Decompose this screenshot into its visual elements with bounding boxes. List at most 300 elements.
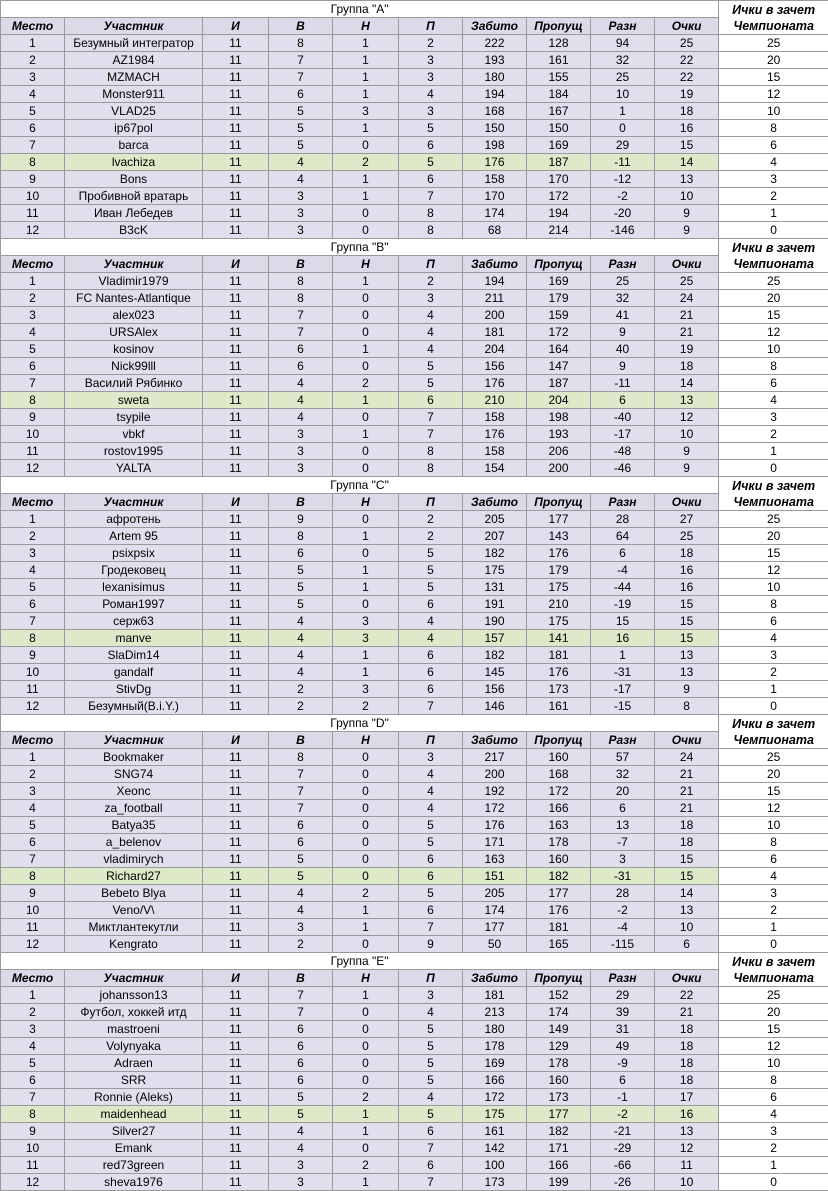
column-header-points: Очки bbox=[655, 18, 719, 35]
losses-cell: 4 bbox=[399, 86, 463, 103]
draws-cell: 2 bbox=[333, 154, 399, 171]
championship-points-header bbox=[719, 1, 828, 35]
losses-cell: 5 bbox=[399, 834, 463, 851]
goals-against-cell: 210 bbox=[527, 596, 591, 613]
games-cell: 11 bbox=[203, 528, 269, 545]
draws-cell: 1 bbox=[333, 273, 399, 290]
table-row bbox=[1, 120, 828, 137]
points-cell: 21 bbox=[655, 800, 719, 817]
participant-cell: Bebeto Blya bbox=[65, 885, 203, 902]
goals-against-cell: 178 bbox=[527, 1055, 591, 1072]
goal-diff-cell: -46 bbox=[591, 460, 655, 477]
goals-for-cell: 207 bbox=[463, 528, 527, 545]
goals-for-cell: 205 bbox=[463, 511, 527, 528]
wins-cell: 4 bbox=[269, 1140, 333, 1157]
championship-points-cell: 6 bbox=[719, 613, 828, 630]
goals-for-cell: 204 bbox=[463, 341, 527, 358]
place-cell: 9 bbox=[1, 885, 65, 902]
losses-cell: 3 bbox=[399, 103, 463, 120]
losses-cell: 5 bbox=[399, 1021, 463, 1038]
draws-cell: 1 bbox=[333, 987, 399, 1004]
championship-points-cell: 10 bbox=[719, 103, 828, 120]
games-cell: 11 bbox=[203, 902, 269, 919]
place-cell: 5 bbox=[1, 579, 65, 596]
wins-cell: 6 bbox=[269, 1072, 333, 1089]
championship-points-cell: 25 bbox=[719, 273, 828, 290]
table-row bbox=[1, 443, 828, 460]
goals-for-cell: 168 bbox=[463, 103, 527, 120]
losses-cell: 5 bbox=[399, 1055, 463, 1072]
points-cell: 21 bbox=[655, 324, 719, 341]
goals-for-cell: 181 bbox=[463, 987, 527, 1004]
wins-cell: 5 bbox=[269, 1106, 333, 1123]
draws-cell: 1 bbox=[333, 35, 399, 52]
place-cell: 7 bbox=[1, 375, 65, 392]
wins-cell: 3 bbox=[269, 1157, 333, 1174]
losses-cell: 5 bbox=[399, 562, 463, 579]
column-header-draws: Н bbox=[333, 494, 399, 511]
championship-points-cell: 0 bbox=[719, 936, 828, 953]
table-row bbox=[1, 596, 828, 613]
place-cell: 11 bbox=[1, 205, 65, 222]
wins-cell: 6 bbox=[269, 545, 333, 562]
points-cell: 12 bbox=[655, 409, 719, 426]
wins-cell: 5 bbox=[269, 579, 333, 596]
games-cell: 11 bbox=[203, 681, 269, 698]
wins-cell: 5 bbox=[269, 103, 333, 120]
points-cell: 13 bbox=[655, 902, 719, 919]
goals-for-cell: 173 bbox=[463, 1174, 527, 1191]
championship-points-cell: 10 bbox=[719, 579, 828, 596]
column-header-goals-against: Пропущ bbox=[527, 494, 591, 511]
losses-cell: 4 bbox=[399, 1004, 463, 1021]
goals-for-cell: 178 bbox=[463, 1038, 527, 1055]
games-cell: 11 bbox=[203, 1140, 269, 1157]
goal-diff-cell: 57 bbox=[591, 749, 655, 766]
wins-cell: 4 bbox=[269, 613, 333, 630]
draws-cell: 0 bbox=[333, 137, 399, 154]
group-title: Группа "D" bbox=[1, 715, 719, 732]
championship-points-cell: 10 bbox=[719, 817, 828, 834]
participant-cell: gandalf bbox=[65, 664, 203, 681]
points-cell: 21 bbox=[655, 1004, 719, 1021]
goals-against-cell: 193 bbox=[527, 426, 591, 443]
goals-against-cell: 168 bbox=[527, 766, 591, 783]
place-cell: 6 bbox=[1, 596, 65, 613]
draws-cell: 0 bbox=[333, 290, 399, 307]
championship-points-cell: 3 bbox=[719, 1123, 828, 1140]
losses-cell: 7 bbox=[399, 1140, 463, 1157]
wins-cell: 4 bbox=[269, 392, 333, 409]
points-cell: 22 bbox=[655, 69, 719, 86]
games-cell: 11 bbox=[203, 154, 269, 171]
goals-against-cell: 149 bbox=[527, 1021, 591, 1038]
participant-cell: Nick99lll bbox=[65, 358, 203, 375]
goal-diff-cell: -40 bbox=[591, 409, 655, 426]
place-cell: 6 bbox=[1, 358, 65, 375]
goals-against-cell: 181 bbox=[527, 919, 591, 936]
column-header-losses: П bbox=[399, 732, 463, 749]
goals-for-cell: 180 bbox=[463, 1021, 527, 1038]
goals-for-cell: 154 bbox=[463, 460, 527, 477]
place-cell: 5 bbox=[1, 1055, 65, 1072]
column-header-goal-diff: Разн bbox=[591, 970, 655, 987]
wins-cell: 8 bbox=[269, 35, 333, 52]
wins-cell: 3 bbox=[269, 1174, 333, 1191]
table-row bbox=[1, 273, 828, 290]
goals-against-cell: 173 bbox=[527, 681, 591, 698]
championship-points-header-line: Чемпионата bbox=[733, 494, 814, 509]
losses-cell: 8 bbox=[399, 222, 463, 239]
participant-cell: Bons bbox=[65, 171, 203, 188]
table-row bbox=[1, 647, 828, 664]
column-header-losses: П bbox=[399, 18, 463, 35]
goal-diff-cell: -31 bbox=[591, 664, 655, 681]
draws-cell: 0 bbox=[333, 868, 399, 885]
points-cell: 18 bbox=[655, 834, 719, 851]
goals-for-cell: 158 bbox=[463, 443, 527, 460]
points-cell: 15 bbox=[655, 613, 719, 630]
table-row bbox=[1, 1157, 828, 1174]
points-cell: 16 bbox=[655, 562, 719, 579]
losses-cell: 8 bbox=[399, 205, 463, 222]
points-cell: 18 bbox=[655, 1038, 719, 1055]
place-cell: 4 bbox=[1, 562, 65, 579]
championship-points-cell: 25 bbox=[719, 511, 828, 528]
column-header-place: Место bbox=[1, 970, 65, 987]
goals-against-cell: 160 bbox=[527, 1072, 591, 1089]
losses-cell: 4 bbox=[399, 766, 463, 783]
championship-points-cell: 10 bbox=[719, 341, 828, 358]
games-cell: 11 bbox=[203, 171, 269, 188]
wins-cell: 7 bbox=[269, 987, 333, 1004]
points-cell: 9 bbox=[655, 222, 719, 239]
games-cell: 11 bbox=[203, 936, 269, 953]
wins-cell: 7 bbox=[269, 52, 333, 69]
place-cell: 4 bbox=[1, 1038, 65, 1055]
wins-cell: 4 bbox=[269, 171, 333, 188]
place-cell: 10 bbox=[1, 902, 65, 919]
points-cell: 27 bbox=[655, 511, 719, 528]
championship-points-header-line: Ички в зачет bbox=[732, 478, 816, 493]
participant-cell: kosinov bbox=[65, 341, 203, 358]
goals-for-cell: 131 bbox=[463, 579, 527, 596]
place-cell: 4 bbox=[1, 324, 65, 341]
points-cell: 13 bbox=[655, 392, 719, 409]
participant-cell: za_football bbox=[65, 800, 203, 817]
column-header-row bbox=[1, 970, 828, 987]
table-row bbox=[1, 545, 828, 562]
wins-cell: 6 bbox=[269, 341, 333, 358]
column-header-points: Очки bbox=[655, 970, 719, 987]
goal-diff-cell: -115 bbox=[591, 936, 655, 953]
table-row bbox=[1, 290, 828, 307]
wins-cell: 7 bbox=[269, 307, 333, 324]
losses-cell: 4 bbox=[399, 307, 463, 324]
participant-cell: StivDg bbox=[65, 681, 203, 698]
table-row bbox=[1, 681, 828, 698]
wins-cell: 6 bbox=[269, 1038, 333, 1055]
wins-cell: 4 bbox=[269, 647, 333, 664]
column-header-losses: П bbox=[399, 970, 463, 987]
table-row bbox=[1, 188, 828, 205]
wins-cell: 7 bbox=[269, 766, 333, 783]
points-cell: 18 bbox=[655, 1021, 719, 1038]
place-cell: 3 bbox=[1, 1021, 65, 1038]
place-cell: 5 bbox=[1, 103, 65, 120]
goals-against-cell: 175 bbox=[527, 579, 591, 596]
games-cell: 11 bbox=[203, 698, 269, 715]
place-cell: 12 bbox=[1, 1174, 65, 1191]
losses-cell: 6 bbox=[399, 1123, 463, 1140]
goals-for-cell: 210 bbox=[463, 392, 527, 409]
losses-cell: 5 bbox=[399, 545, 463, 562]
championship-points-cell: 2 bbox=[719, 188, 828, 205]
column-header-draws: Н bbox=[333, 18, 399, 35]
wins-cell: 3 bbox=[269, 188, 333, 205]
goals-against-cell: 160 bbox=[527, 749, 591, 766]
table-row bbox=[1, 171, 828, 188]
games-cell: 11 bbox=[203, 562, 269, 579]
goal-diff-cell: -2 bbox=[591, 1106, 655, 1123]
points-cell: 15 bbox=[655, 137, 719, 154]
goal-diff-cell: 20 bbox=[591, 783, 655, 800]
championship-points-header bbox=[719, 715, 828, 749]
draws-cell: 0 bbox=[333, 545, 399, 562]
losses-cell: 6 bbox=[399, 171, 463, 188]
participant-cell: Monster911 bbox=[65, 86, 203, 103]
column-header-draws: Н bbox=[333, 256, 399, 273]
goal-diff-cell: 13 bbox=[591, 817, 655, 834]
column-header-goals-against: Пропущ bbox=[527, 970, 591, 987]
games-cell: 11 bbox=[203, 137, 269, 154]
championship-points-cell: 1 bbox=[719, 205, 828, 222]
table-row bbox=[1, 528, 828, 545]
draws-cell: 0 bbox=[333, 1055, 399, 1072]
championship-points-cell: 2 bbox=[719, 664, 828, 681]
goals-against-cell: 179 bbox=[527, 562, 591, 579]
table-row bbox=[1, 630, 828, 647]
championship-points-cell: 8 bbox=[719, 1072, 828, 1089]
wins-cell: 8 bbox=[269, 749, 333, 766]
championship-points-cell: 4 bbox=[719, 868, 828, 885]
draws-cell: 1 bbox=[333, 52, 399, 69]
points-cell: 25 bbox=[655, 528, 719, 545]
table-row bbox=[1, 1072, 828, 1089]
goals-against-cell: 199 bbox=[527, 1174, 591, 1191]
games-cell: 11 bbox=[203, 868, 269, 885]
championship-points-cell: 1 bbox=[719, 681, 828, 698]
goals-for-cell: 191 bbox=[463, 596, 527, 613]
games-cell: 11 bbox=[203, 919, 269, 936]
points-cell: 14 bbox=[655, 375, 719, 392]
games-cell: 11 bbox=[203, 86, 269, 103]
goals-against-cell: 152 bbox=[527, 987, 591, 1004]
goals-for-cell: 166 bbox=[463, 1072, 527, 1089]
goal-diff-cell: 29 bbox=[591, 987, 655, 1004]
championship-points-cell: 8 bbox=[719, 834, 828, 851]
goals-for-cell: 150 bbox=[463, 120, 527, 137]
goal-diff-cell: 40 bbox=[591, 341, 655, 358]
goals-against-cell: 155 bbox=[527, 69, 591, 86]
wins-cell: 3 bbox=[269, 205, 333, 222]
losses-cell: 6 bbox=[399, 868, 463, 885]
championship-points-cell: 4 bbox=[719, 630, 828, 647]
table-row bbox=[1, 885, 828, 902]
participant-cell: Футбол, хоккей итд bbox=[65, 1004, 203, 1021]
place-cell: 1 bbox=[1, 987, 65, 1004]
draws-cell: 0 bbox=[333, 817, 399, 834]
goals-against-cell: 170 bbox=[527, 171, 591, 188]
games-cell: 11 bbox=[203, 1021, 269, 1038]
goal-diff-cell: 64 bbox=[591, 528, 655, 545]
losses-cell: 6 bbox=[399, 681, 463, 698]
column-header-losses: П bbox=[399, 494, 463, 511]
column-header-goal-diff: Разн bbox=[591, 18, 655, 35]
draws-cell: 1 bbox=[333, 1174, 399, 1191]
draws-cell: 0 bbox=[333, 936, 399, 953]
participant-cell: VLAD25 bbox=[65, 103, 203, 120]
games-cell: 11 bbox=[203, 783, 269, 800]
column-header-goals-for: Забито bbox=[463, 256, 527, 273]
participant-cell: YALTA bbox=[65, 460, 203, 477]
games-cell: 11 bbox=[203, 392, 269, 409]
games-cell: 11 bbox=[203, 885, 269, 902]
goals-for-cell: 213 bbox=[463, 1004, 527, 1021]
games-cell: 11 bbox=[203, 1089, 269, 1106]
participant-cell: sweta bbox=[65, 392, 203, 409]
draws-cell: 1 bbox=[333, 69, 399, 86]
place-cell: 12 bbox=[1, 698, 65, 715]
losses-cell: 2 bbox=[399, 528, 463, 545]
table-row bbox=[1, 783, 828, 800]
championship-points-cell: 10 bbox=[719, 1055, 828, 1072]
draws-cell: 1 bbox=[333, 426, 399, 443]
group-title: Группа "E" bbox=[1, 953, 719, 970]
goals-against-cell: 173 bbox=[527, 1089, 591, 1106]
column-header-wins: В bbox=[269, 732, 333, 749]
column-header-goal-diff: Разн bbox=[591, 494, 655, 511]
championship-points-cell: 3 bbox=[719, 171, 828, 188]
draws-cell: 1 bbox=[333, 188, 399, 205]
table-row bbox=[1, 1038, 828, 1055]
participant-cell: lvachiza bbox=[65, 154, 203, 171]
place-cell: 7 bbox=[1, 1089, 65, 1106]
participant-cell: vbkf bbox=[65, 426, 203, 443]
draws-cell: 0 bbox=[333, 749, 399, 766]
goals-against-cell: 141 bbox=[527, 630, 591, 647]
goals-for-cell: 157 bbox=[463, 630, 527, 647]
goal-diff-cell: 15 bbox=[591, 613, 655, 630]
championship-points-cell: 20 bbox=[719, 290, 828, 307]
games-cell: 11 bbox=[203, 1106, 269, 1123]
goals-for-cell: 50 bbox=[463, 936, 527, 953]
place-cell: 11 bbox=[1, 919, 65, 936]
losses-cell: 5 bbox=[399, 120, 463, 137]
goals-against-cell: 169 bbox=[527, 273, 591, 290]
championship-points-cell: 20 bbox=[719, 766, 828, 783]
games-cell: 11 bbox=[203, 1123, 269, 1140]
wins-cell: 7 bbox=[269, 783, 333, 800]
place-cell: 8 bbox=[1, 392, 65, 409]
championship-points-cell: 6 bbox=[719, 851, 828, 868]
place-cell: 5 bbox=[1, 341, 65, 358]
losses-cell: 4 bbox=[399, 800, 463, 817]
place-cell: 9 bbox=[1, 409, 65, 426]
place-cell: 11 bbox=[1, 443, 65, 460]
draws-cell: 1 bbox=[333, 528, 399, 545]
goals-for-cell: 181 bbox=[463, 324, 527, 341]
table-row bbox=[1, 579, 828, 596]
column-header-place: Место bbox=[1, 256, 65, 273]
goal-diff-cell: 1 bbox=[591, 103, 655, 120]
championship-points-cell: 0 bbox=[719, 1174, 828, 1191]
losses-cell: 4 bbox=[399, 324, 463, 341]
table-row bbox=[1, 86, 828, 103]
championship-points-cell: 8 bbox=[719, 596, 828, 613]
goal-diff-cell: -7 bbox=[591, 834, 655, 851]
participant-cell: Veno/V\ bbox=[65, 902, 203, 919]
participant-cell: vladimirych bbox=[65, 851, 203, 868]
goal-diff-cell: 28 bbox=[591, 511, 655, 528]
losses-cell: 7 bbox=[399, 188, 463, 205]
goals-against-cell: 204 bbox=[527, 392, 591, 409]
place-cell: 4 bbox=[1, 86, 65, 103]
group-title: Группа "A" bbox=[1, 1, 719, 18]
wins-cell: 5 bbox=[269, 137, 333, 154]
goals-for-cell: 169 bbox=[463, 1055, 527, 1072]
participant-cell: серж63 bbox=[65, 613, 203, 630]
column-header-wins: В bbox=[269, 494, 333, 511]
goal-diff-cell: -4 bbox=[591, 562, 655, 579]
wins-cell: 5 bbox=[269, 562, 333, 579]
points-cell: 19 bbox=[655, 341, 719, 358]
goals-against-cell: 187 bbox=[527, 375, 591, 392]
column-header-goals-for: Забито bbox=[463, 970, 527, 987]
championship-points-cell: 2 bbox=[719, 902, 828, 919]
participant-cell: lexanisimus bbox=[65, 579, 203, 596]
table-row bbox=[1, 341, 828, 358]
wins-cell: 3 bbox=[269, 460, 333, 477]
championship-points-cell: 25 bbox=[719, 35, 828, 52]
place-cell: 4 bbox=[1, 800, 65, 817]
losses-cell: 4 bbox=[399, 341, 463, 358]
table-row bbox=[1, 613, 828, 630]
losses-cell: 6 bbox=[399, 664, 463, 681]
goals-for-cell: 194 bbox=[463, 273, 527, 290]
place-cell: 8 bbox=[1, 1106, 65, 1123]
wins-cell: 8 bbox=[269, 528, 333, 545]
goals-against-cell: 206 bbox=[527, 443, 591, 460]
goal-diff-cell: -11 bbox=[591, 375, 655, 392]
points-cell: 18 bbox=[655, 817, 719, 834]
column-header-games: И bbox=[203, 18, 269, 35]
wins-cell: 7 bbox=[269, 324, 333, 341]
place-cell: 3 bbox=[1, 69, 65, 86]
points-cell: 21 bbox=[655, 307, 719, 324]
losses-cell: 3 bbox=[399, 52, 463, 69]
goals-against-cell: 200 bbox=[527, 460, 591, 477]
wins-cell: 4 bbox=[269, 1123, 333, 1140]
draws-cell: 0 bbox=[333, 1140, 399, 1157]
place-cell: 1 bbox=[1, 511, 65, 528]
losses-cell: 8 bbox=[399, 443, 463, 460]
wins-cell: 3 bbox=[269, 919, 333, 936]
goals-for-cell: 182 bbox=[463, 647, 527, 664]
participant-cell: Vladimir1979 bbox=[65, 273, 203, 290]
games-cell: 11 bbox=[203, 69, 269, 86]
goals-against-cell: 172 bbox=[527, 188, 591, 205]
